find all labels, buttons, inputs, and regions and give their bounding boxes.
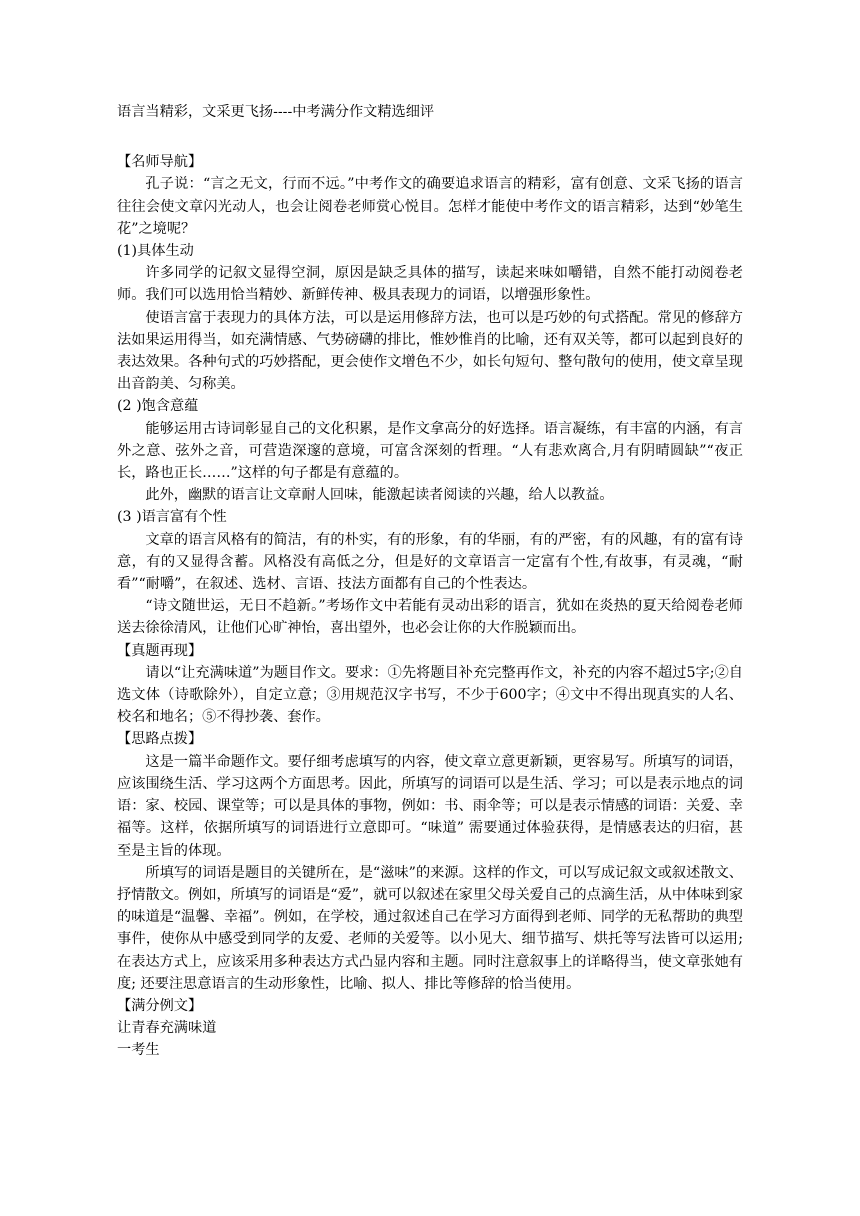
point3-heading: (3 )语言富有个性 — [117, 509, 227, 526]
point1-paragraph-2: 使语言富于表现力的具体方法，可以是运用修辞方法，也可以是巧妙的句式搭配。常见的修辞方法如果运用得当，如充满情感、气势磅礴的排比，惟妙惟肖的比喻，还有双关等，都可以起到良好的表达效果。各种句式的巧妙搭配，更会使作文增色不少，如长句短句、整句散句的使用，使文章呈现出音韵美、匀称美。 — [117, 309, 743, 393]
idea-paragraph-1: 这是一篇半命题作文。要仔细考虑填写的内容，使文章立意更新颖，更容易写。所填写的词语，应该围绕生活、学习这两个方面思考。因此，所填写的词语可以是生活、学习；可以是表示地点的词语：家、校园、课堂等；可以是具体的事物，例如：书、雨伞等；可以是表示情感的词语：关爱、幸福等。这样，依据所填写的词语进行立意即可。“味道” 需要通过体验获得，是情感表达的归宿，甚至是主旨的体现。 — [117, 753, 743, 859]
document-title: 语言当精彩，文采更飞扬----中考满分作文精选细评 — [117, 104, 435, 120]
sample-essay-title: 让青春充满味道 — [117, 1020, 217, 1037]
point2-heading: (2 )饱含意蕴 — [117, 398, 199, 415]
idea-heading: 【思路点拨】 — [117, 731, 203, 748]
real-question-paragraph: 请以“让充满味道”为题目作文。要求：①先将题目补充完整再作文，补充的内容不超过5字;②自选文体（诗歌除外），自定立意；③用规范汉字书写，不少于600字；④文中不得出现真实的人名、校名和地名；⑤不得抄袭、套作。 — [117, 664, 743, 726]
guide-intro-paragraph: 孔子说：“言之无文，行而不远。”中考作文的确要追求语言的精彩，富有创意、文采飞扬的语言往往会使文章闪光动人，也会让阅卷老师赏心悦目。怎样才能使中考作文的语言精彩，达到“妙笔生花”之境呢？ — [117, 176, 743, 237]
point3-paragraph-1: 文章的语言风格有的简洁，有的朴实，有的形象，有的华丽，有的严密，有的风趣，有的富有诗意，有的又显得含蓄。风格没有高低之分，但是好的文章语言一定富有个性,有故事，有灵魂，“耐看”“耐嚼”，在叙述、选材、言语、技法方面都有自己的个性表达。 — [117, 531, 743, 593]
point1-heading: (1)具体生动 — [117, 243, 194, 260]
point1-paragraph-1: 许多同学的记叙文显得空洞，原因是缺乏具体的描写，读起来味如嚼错，自然不能打动阅卷老师。我们可以选用恰当精妙、新鲜传神、极具表现力的词语，以增强形象性。 — [117, 265, 743, 304]
guide-heading: 【名师导航】 — [117, 154, 203, 171]
sample-heading: 【满分例文】 — [117, 997, 203, 1014]
point2-paragraph-2: 此外，幽默的语言让文章耐人回味，能激起读者阅读的兴趣，给人以教益。 — [145, 487, 614, 504]
point2-paragraph-1: 能够运用古诗词彰显自己的文化积累，是作文拿高分的好选择。语言凝练，有丰富的内涵，有言外之意、弦外之音，可营造深邃的意境，可富含深刻的哲理。“人有悲欢离合,月有阴晴圆缺”“夜正长，路也正长……”这样的句子都是有意蕴的。 — [117, 420, 743, 482]
idea-paragraph-2: 所填写的词语是题目的关键所在，是“滋味”的来源。这样的作文，可以写成记叙文或叙述散文、抒情散文。例如，所填写的词语是“爱”，就可以叙述在家里父母关爱自己的点滴生活，从中体味到家的味道是“温馨、幸福”。例如，在学校，通过叙述自己在学习方面得到老师、同学的无私帮助的典型事件，使你从中感受到同学的友爱、老师的关爱等。以小见大、细节描写、烘托等写法皆可以运用; 在表达方式上，应该采用多种表达方式凸显内容和主题。同时注意叙事上的详略得当，使文章张她有度; 还要注思意语言的生动形象性，比喻、拟人、排比等修辞的恰当使用。 — [117, 864, 743, 992]
point3-paragraph-2: “诗文随世运，无日不趋新。”考场作文中若能有灵动出彩的语言，犹如在炎热的夏天给阅卷老师送去徐徐清风，让他们心旷神怡，喜出望外，也必会让你的大作脱颖而出。 — [117, 598, 743, 637]
document-page — [117, 101, 743, 1062]
real-question-heading: 【真题再现】 — [117, 642, 203, 659]
sample-essay-author: 一考生 — [117, 1042, 160, 1059]
